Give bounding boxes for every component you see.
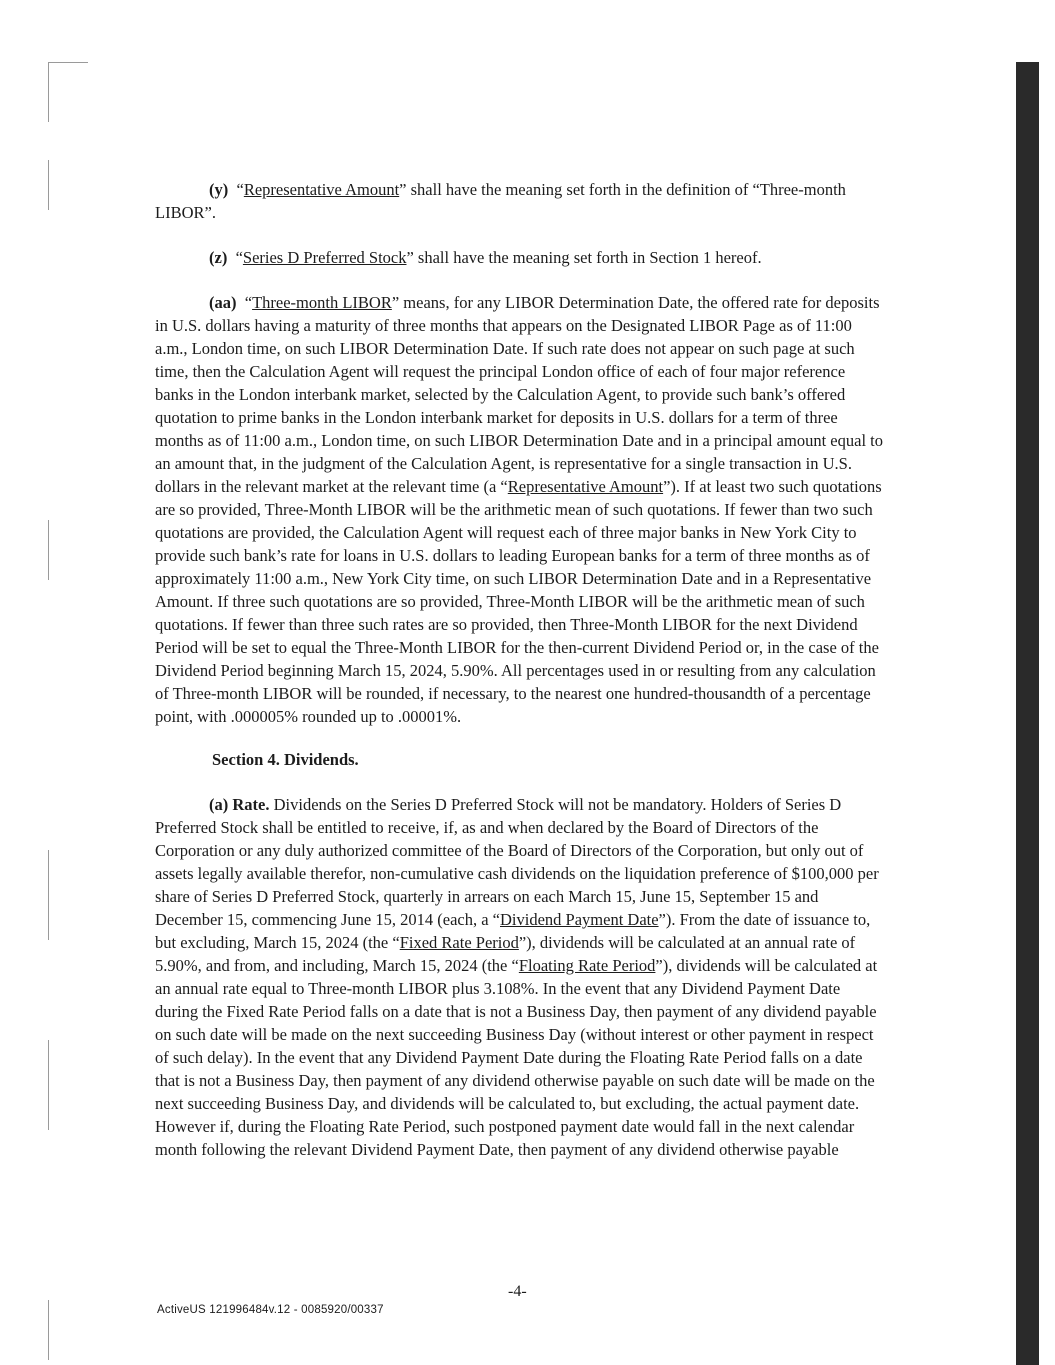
clause-label-aa: (aa)	[209, 293, 237, 312]
page-number: -4-	[508, 1283, 527, 1300]
scan-artifact-line	[48, 520, 49, 580]
paragraph-y: (y) “Representative Amount” shall have the meaning set forth in the definition of “Three-month LIBOR”.	[155, 180, 846, 222]
clause-label-rate: (a) Rate.	[209, 795, 270, 814]
scan-artifact-line	[48, 160, 49, 210]
document-id: ActiveUS 121996484v.12 - 0085920/00337	[157, 1304, 384, 1316]
defined-term: Fixed Rate Period	[399, 933, 519, 952]
section-heading: Section 4. Dividends.	[212, 750, 359, 769]
scan-artifact-line	[48, 1040, 49, 1130]
scan-artifact-line	[48, 850, 49, 940]
defined-term: Series D Preferred Stock	[242, 248, 407, 267]
scan-artifact-line	[48, 62, 49, 122]
document-body	[155, 178, 883, 1161]
defined-term: Dividend Payment Date	[500, 910, 659, 929]
clause-label-z: (z)	[209, 248, 228, 267]
defined-term: Representative Amount	[507, 477, 664, 496]
scan-artifact-line	[48, 1300, 49, 1360]
scan-artifact-line	[48, 62, 88, 63]
paragraph-z: (z) “Series D Preferred Stock” shall have the meaning set forth in Section 1 hereof.	[209, 248, 762, 267]
defined-term: Floating Rate Period	[518, 956, 656, 975]
clause-label-y: (y)	[209, 180, 229, 199]
defined-term: Three-month LIBOR	[252, 293, 392, 312]
paragraph-rate: (a) Rate. Dividends on the Series D Preferred Stock will not be mandatory. Holders of Series D Preferred Stock shall be entitled to receive, if, as and when declared by the Board of Directors of the Corporation or any duly authorized committee of the Board of Directors of the Corporation, but only out of assets legally available therefor, non-cumulative cash dividends on the liquidation preference of $100,000 per share of Series D Preferred Stock, quarterly in arrears on each March 15, June 15, September 15 and December 15, commencing June 15, 2014 (each, a “Dividend Payment Date”). From the date of issuance to, but excluding, March 15, 2024 (the “Fixed Rate Period”), dividends will be calculated at an annual rate of 5.90%, and from, and including, March 15, 2024 (the “Floating Rate Period”), dividends will be calculated at an annual rate equal to Three-month LIBOR plus 3.108%. In the event that any Dividend Payment Date during the Fixed Rate Period falls on a date that is not a Business Day, then payment of any dividend payable on such date will be made on the next succeeding Business Day (without interest or other payment in respect of such delay). In the event that any Dividend Payment Date during the Floating Rate Period falls on a date that is not a Business Day, then payment of any dividend otherwise payable on such date will be made on the next succeeding Business Day, and dividends will be calculated to, but excluding, the actual payment date. However if, during the Floating Rate Period, such postponed payment date would fall in the next calendar month following the relevant Dividend Payment Date, then payment of any dividend otherwise payable	[155, 795, 879, 1159]
defined-term: Representative Amount	[243, 180, 400, 199]
scan-edge-bar	[1016, 62, 1039, 1365]
paragraph-aa: (aa) “Three-month LIBOR” means, for any LIBOR Determination Date, the offered rate for deposits in U.S. dollars having a maturity of three months that appears on the Designated LIBOR Page as of 11:00 a.m., London time, on such LIBOR Determination Date. If such rate does not appear on such page at such time, then the Calculation Agent will request the principal London office of each of four major reference banks in the London interbank market, selected by the Calculation Agent, to provide such bank’s offered quotation to prime banks in the London interbank market for deposits in U.S. dollars for a term of three months as of 11:00 a.m., London time, on such LIBOR Determination Date and in a principal amount equal to an amount that, in the judgment of the Calculation Agent, is representative for a single transaction in U.S. dollars in the relevant market at the relevant time (a “Representative Amount”). If at least two such quotations are so provided, Three-Month LIBOR will be the arithmetic mean of such quotations. If fewer than two such quotations are provided, the Calculation Agent will request each of three major banks in New York City to provide such bank’s rate for loans in U.S. dollars to leading European banks for a term of three months as of approximately 11:00 a.m., New York City time, on such LIBOR Determination Date and in a Representative Amount. If three such quotations are so provided, Three-Month LIBOR will be the arithmetic mean of such quotations. If fewer than three such rates are so provided, then Three-Month LIBOR for the next Dividend Period will be set to equal the Three-Month LIBOR for the then-current Dividend Period or, in the case of the Dividend Period beginning March 15, 2024, 5.90%. All percentages used in or resulting from any calculation of Three-month LIBOR will be rounded, if necessary, to the nearest one hundred-thousandth of a percentage point, with .000005% rounded up to .00001%.	[155, 293, 883, 726]
